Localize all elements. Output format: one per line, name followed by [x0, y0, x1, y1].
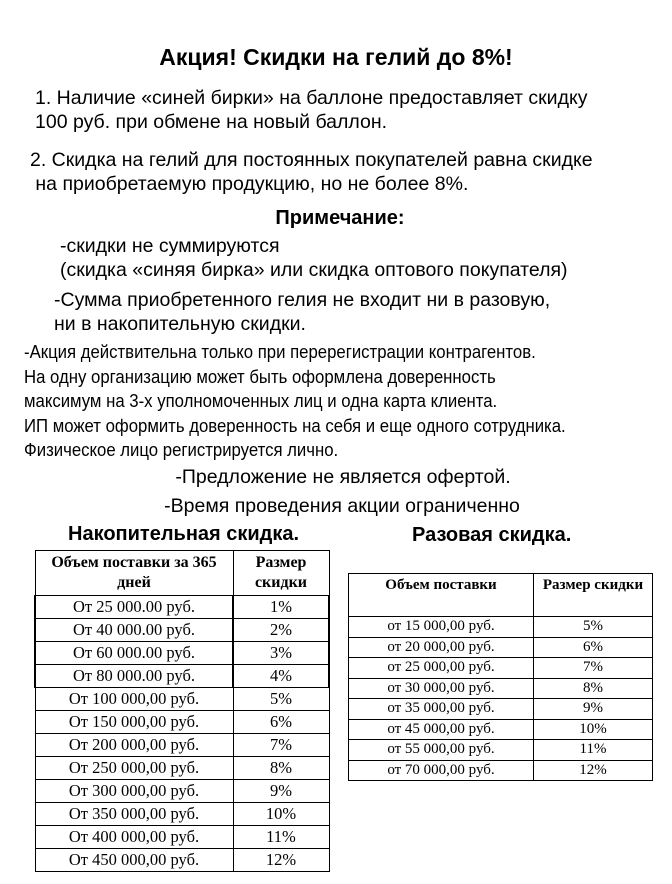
table-row — [35, 734, 329, 757]
discount-cell: 9% — [534, 699, 653, 720]
column-header-volume: Объем поставки за 365 дней — [35, 551, 233, 596]
table-row — [35, 711, 329, 734]
discount-cell: 7% — [534, 658, 653, 679]
discount-cell: 11% — [233, 826, 329, 849]
single-heading: Разовая скидка. — [412, 524, 572, 546]
table-row — [35, 803, 329, 826]
volume-cell: От 40 000.00 руб. — [35, 619, 233, 642]
note-title: Примечание: — [275, 207, 405, 229]
discount-cell: 12% — [233, 849, 329, 872]
discount-cell: 3% — [233, 642, 329, 665]
paragraph-blue-tag — [35, 86, 587, 134]
table-row — [35, 619, 329, 642]
discount-cell: 8% — [233, 757, 329, 780]
discount-cell: 1% — [233, 596, 329, 619]
volume-cell: От 100 000,00 руб. — [35, 688, 233, 711]
note-line: -Акция действительна только при перерегистрации контрагентов. — [24, 342, 536, 362]
discount-cell: 2% — [233, 619, 329, 642]
note-line: ИП может оформить доверенность на себя и еще одного сотрудника. — [24, 415, 566, 436]
note-line: ни в накопительную скидки. — [54, 313, 306, 335]
discount-cell: 10% — [233, 803, 329, 826]
discount-cell: 12% — [534, 760, 653, 781]
table-header-row — [35, 551, 329, 596]
paragraph-line: 2. Скидка на гелий для постоянных покупателей равна скидке — [30, 149, 593, 171]
offer-disclaimer: -Предложение не является офертой. — [175, 466, 511, 488]
paragraph-regular-customers — [30, 148, 593, 196]
cumulative-heading: Накопительная скидка. — [68, 523, 300, 545]
volume-cell: От 300 000,00 руб. — [35, 780, 233, 803]
table-row — [349, 637, 653, 658]
discount-cell: 5% — [233, 688, 329, 711]
volume-cell: От 80 000.00 руб. — [35, 665, 233, 688]
discount-cell: 10% — [534, 719, 653, 740]
discount-cell: 6% — [534, 637, 653, 658]
discount-cell: 4% — [233, 665, 329, 688]
paragraph-line: 100 руб. при обмене на новый баллон. — [35, 111, 388, 133]
note-line: Физическое лицо регистрируется лично. — [24, 440, 339, 460]
note-line: На одну организацию может быть оформлена доверенность — [24, 366, 496, 387]
table-row — [35, 757, 329, 780]
table-row — [35, 826, 329, 849]
table-row — [349, 719, 653, 740]
table-row — [349, 760, 653, 781]
volume-cell: От 200 000,00 руб. — [35, 734, 233, 757]
volume-cell: от 30 000,00 руб. — [349, 678, 534, 699]
note-line: -скидки не суммируются — [60, 235, 280, 257]
column-header-discount: Размер скидки — [534, 574, 653, 617]
volume-cell: От 450 000,00 руб. — [35, 849, 233, 872]
volume-cell: от 25 000,00 руб. — [349, 658, 534, 679]
volume-cell: От 400 000,00 руб. — [35, 826, 233, 849]
note-line: -Сумма приобретенного гелия не входит ни в разовую, — [54, 289, 551, 311]
table-header-row — [349, 574, 653, 617]
table-row — [35, 780, 329, 803]
table-row — [349, 617, 653, 638]
note-helium-excluded — [54, 288, 550, 336]
discount-cell: 8% — [534, 678, 653, 699]
cumulative-discount-table — [34, 550, 330, 872]
table-row — [349, 699, 653, 720]
table-row — [35, 596, 329, 619]
page-title: Акция! Скидки на гелий до 8%! — [159, 44, 513, 70]
promo-time-limited: -Время проведения акции ограниченно — [164, 495, 520, 517]
volume-cell: От 60 000.00 руб. — [35, 642, 233, 665]
discount-cell: 6% — [233, 711, 329, 734]
discount-cell: 9% — [233, 780, 329, 803]
volume-cell: от 35 000,00 руб. — [349, 699, 534, 720]
note-line: максимум на 3-х уполномоченных лиц и одна карта клиента. — [24, 391, 498, 411]
discount-cell: 7% — [233, 734, 329, 757]
paragraph-line: на приобретаемую продукцию, но не более 8%. — [30, 173, 469, 195]
table-row — [35, 688, 329, 711]
volume-cell: От 150 000,00 руб. — [35, 711, 233, 734]
discount-cell: 5% — [534, 617, 653, 638]
table-row — [349, 740, 653, 761]
single-discount-table — [348, 573, 653, 781]
discount-cell: 11% — [534, 740, 653, 761]
column-header-volume: Объем поставки — [349, 574, 534, 617]
volume-cell: от 20 000,00 руб. — [349, 637, 534, 658]
table-row — [349, 678, 653, 699]
note-registration — [24, 340, 566, 463]
volume-cell: от 70 000,00 руб. — [349, 760, 534, 781]
note-no-summing — [60, 234, 568, 282]
table-row — [349, 658, 653, 679]
volume-cell: От 350 000,00 руб. — [35, 803, 233, 826]
column-header-discount: Размер скидки — [233, 551, 329, 596]
paragraph-line: 1. Наличие «синей бирки» на баллоне предоставляет скидку — [35, 87, 588, 109]
table-row — [35, 665, 329, 688]
volume-cell: От 250 000,00 руб. — [35, 757, 233, 780]
volume-cell: От 25 000.00 руб. — [35, 596, 233, 619]
volume-cell: от 55 000,00 руб. — [349, 740, 534, 761]
note-line: (скидка «синяя бирка» или скидка оптового покупателя) — [60, 259, 568, 281]
table-row — [35, 642, 329, 665]
volume-cell: от 15 000,00 руб. — [349, 617, 534, 638]
volume-cell: от 45 000,00 руб. — [349, 719, 534, 740]
table-row — [35, 849, 329, 872]
